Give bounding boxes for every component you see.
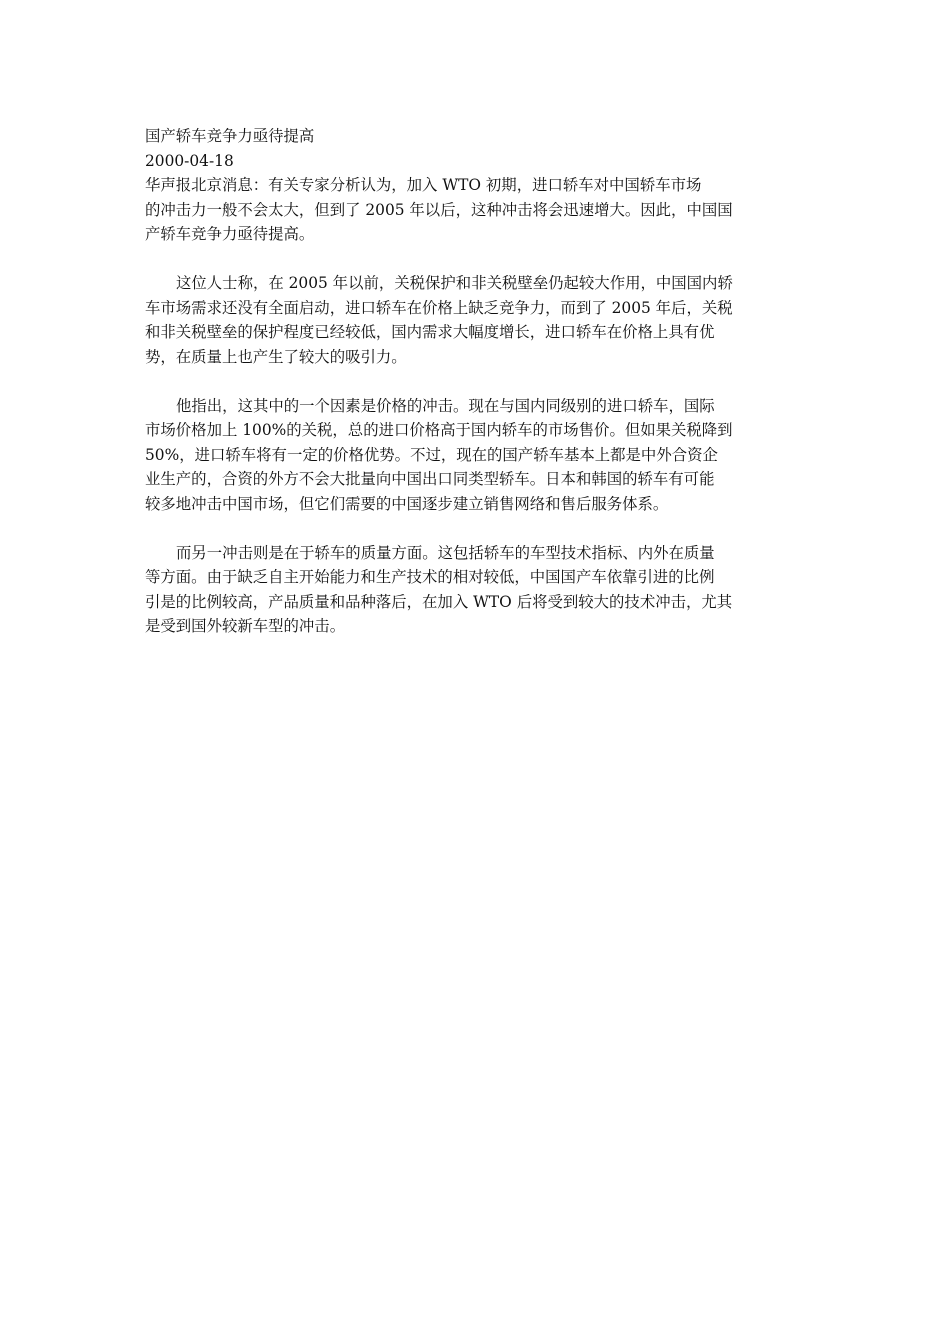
paragraph-4-line-2: 等方面。由于缺乏自主开始能力和生产技术的相对较低，中国国产车依靠引进的比例 [145, 568, 715, 586]
paragraph-2-line-2: 车市场需求还没有全面启动，进口轿车在价格上缺乏竞争力，而到了 2005 年后，关税 [145, 298, 733, 317]
paragraph-3-line-1: 他指出，这其中的一个因素是价格的冲击。现在与国内同级别的进口轿车，国际 [176, 396, 715, 415]
paragraph-4-line-3: 引是的比例较高，产品质量和品种落后，在加入 WTO 后将受到较大的技术冲击，尤其 [145, 592, 733, 611]
paragraph-2-line-4: 势，在质量上也产生了较大的吸引力。 [145, 347, 407, 366]
paragraph-1-line-1: 华声报北京消息：有关专家分析认为，加入 WTO 初期，进口轿车对中国轿车市场 [145, 176, 702, 194]
paragraph-3-line-2: 市场价格加上 100%的关税，总的进口价格高于国内轿车的市场售价。但如果关税降到 [145, 421, 733, 439]
paragraph-4 [145, 541, 781, 639]
paragraph-3-line-4: 业生产的，合资的外方不会大批量向中国出口同类型轿车。日本和韩国的轿车有可能 [145, 470, 715, 488]
article-date: 2000-04-18 [145, 151, 234, 170]
paragraph-2 [145, 271, 781, 369]
article-title: 国产轿车竞争力亟待提高 [145, 127, 315, 145]
paragraph-3 [145, 394, 781, 517]
paragraph-spacer [145, 369, 781, 394]
paragraph-1 [145, 173, 781, 247]
paragraph-1-line-3: 产轿车竞争力亟待提高。 [145, 225, 315, 243]
paragraph-spacer [145, 247, 781, 272]
paragraph-4-line-1: 而另一冲击则是在于轿车的质量方面。这包括轿车的车型技术指标、内外在质量 [176, 543, 715, 562]
document-page [145, 124, 781, 639]
paragraph-2-line-1: 这位人士称，在 2005 年以前，关税保护和非关税壁垒仍起较大作用，中国国内轿 [176, 274, 733, 292]
paragraph-spacer [145, 516, 781, 541]
paragraph-3-line-3: 50%，进口轿车将有一定的价格优势。不过，现在的国产轿车基本上都是中外合资企 [145, 445, 718, 464]
paragraph-4-line-4: 是受到国外较新车型的冲击。 [145, 617, 346, 635]
paragraph-1-line-2: 的冲击力一般不会太大，但到了 2005 年以后，这种冲击将会迅速增大。因此，中国国 [145, 200, 733, 219]
paragraph-2-line-3: 和非关税壁垒的保护程度已经较低，国内需求大幅度增长，进口轿车在价格上具有优 [145, 323, 715, 341]
paragraph-3-line-5: 较多地冲击中国市场，但它们需要的中国逐步建立销售网络和售后服务体系。 [145, 494, 669, 513]
